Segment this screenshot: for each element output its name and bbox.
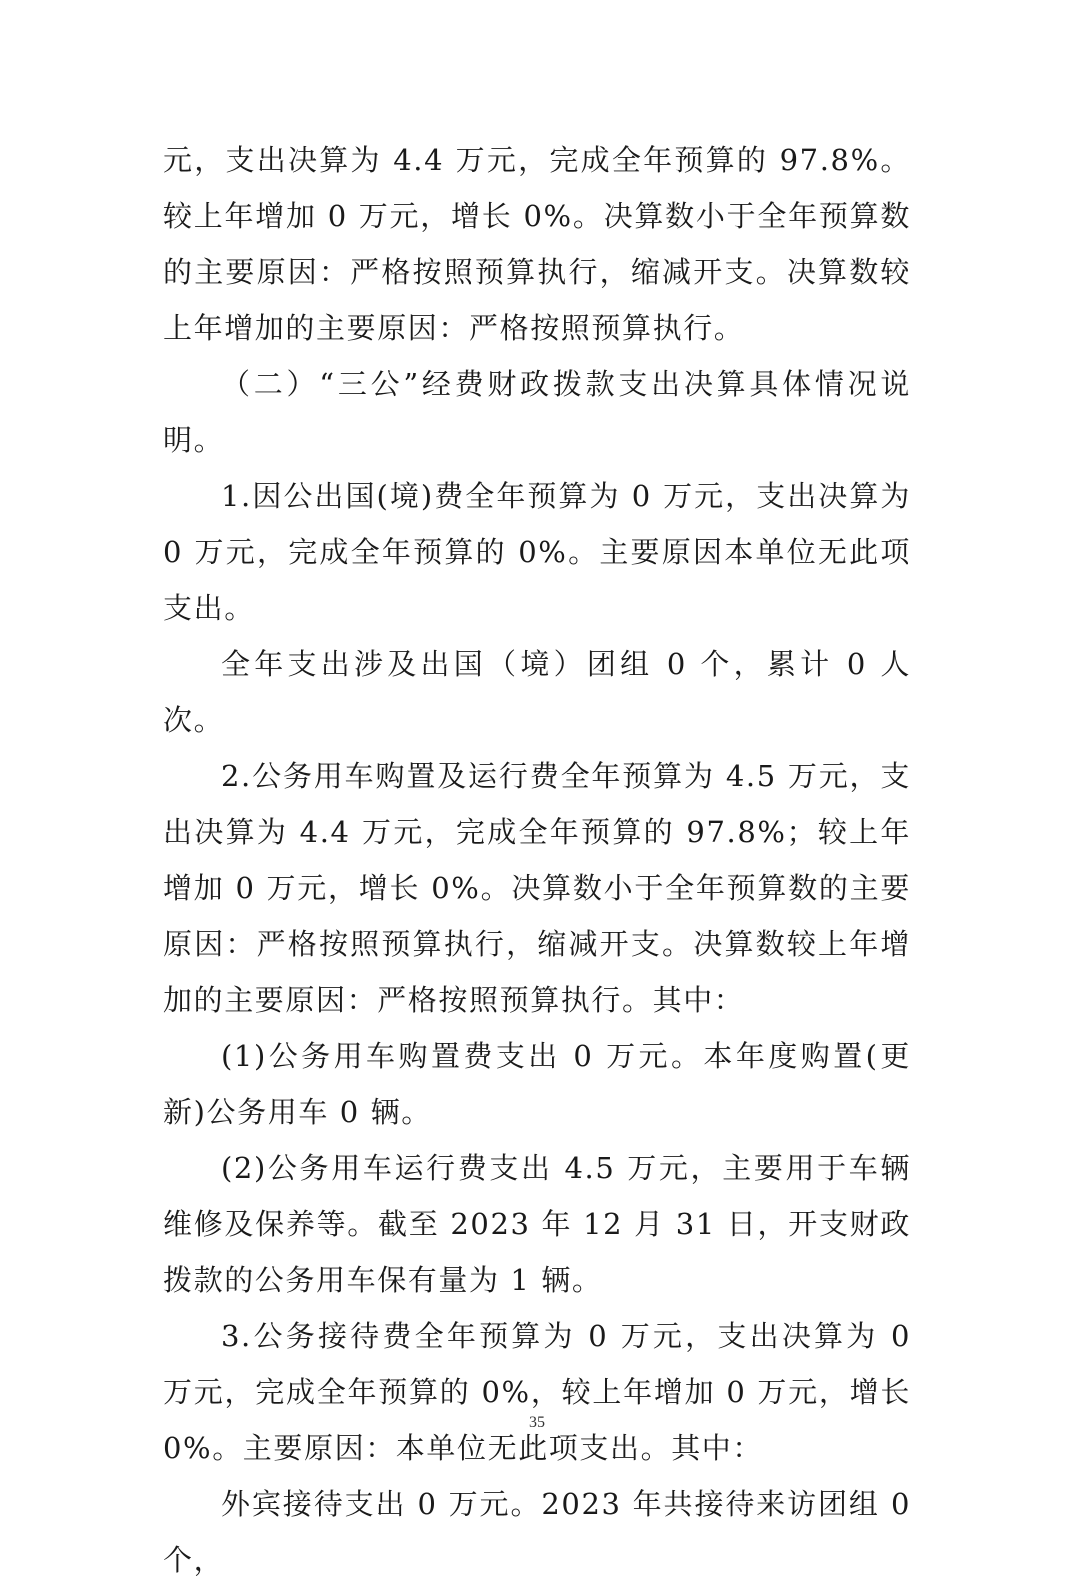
paragraph-vehicle-operation: (2)公务用车运行费支出 4.5 万元，主要用于车辆维修及保养等。截至 2023 年 12 月 31 日，开支财政拨款的公务用车保有量为 1 辆。	[163, 1151, 911, 1297]
paragraph-overseas-travel: 1.因公出国(境)费全年预算为 0 万元，支出决算为 0 万元，完成全年预算的 0%。主要原因本单位无此项支出。	[163, 479, 911, 625]
paragraph-overseas-groups: 全年支出涉及出国（境）团组 0 个，累计 0 人次。	[163, 647, 911, 737]
paragraph-foreign-guest-reception: 外宾接待支出 0 万元。2023 年共接待来访团组 0 个，	[163, 1487, 911, 1577]
page-number: 35	[529, 1414, 545, 1431]
section-heading-three-public-expenses: （二）“三公”经费财政拨款支出决算具体情况说明。	[163, 367, 911, 457]
paragraph-reception-costs: 3.公务接待费全年预算为 0 万元，支出决算为 0 万元，完成全年预算的 0%，较上年增加 0 万元，增长 0%。主要原因：本单位无此项支出。其中：	[163, 1319, 911, 1465]
body-text	[163, 132, 911, 1588]
paragraph-vehicle-costs: 2.公务用车购置及运行费全年预算为 4.5 万元，支出决算为 4.4 万元，完成全年预算的 97.8%；较上年增加 0 万元，增长 0%。决算数小于全年预算数的主要原因：严格按照预算执行，缩减开支。决算数较上年增加的主要原因：严格按照预算执行。其中：	[163, 759, 911, 1017]
paragraph-budget-summary: 元，支出决算为 4.4 万元，完成全年预算的 97.8%。较上年增加 0 万元，增长 0%。决算数小于全年预算数的主要原因：严格按照预算执行，缩减开支。决算数较上年增加的主要原因：严格按照预算执行。	[163, 143, 911, 345]
paragraph-vehicle-purchase: (1)公务用车购置费支出 0 万元。本年度购置(更新)公务用车 0 辆。	[163, 1039, 911, 1129]
